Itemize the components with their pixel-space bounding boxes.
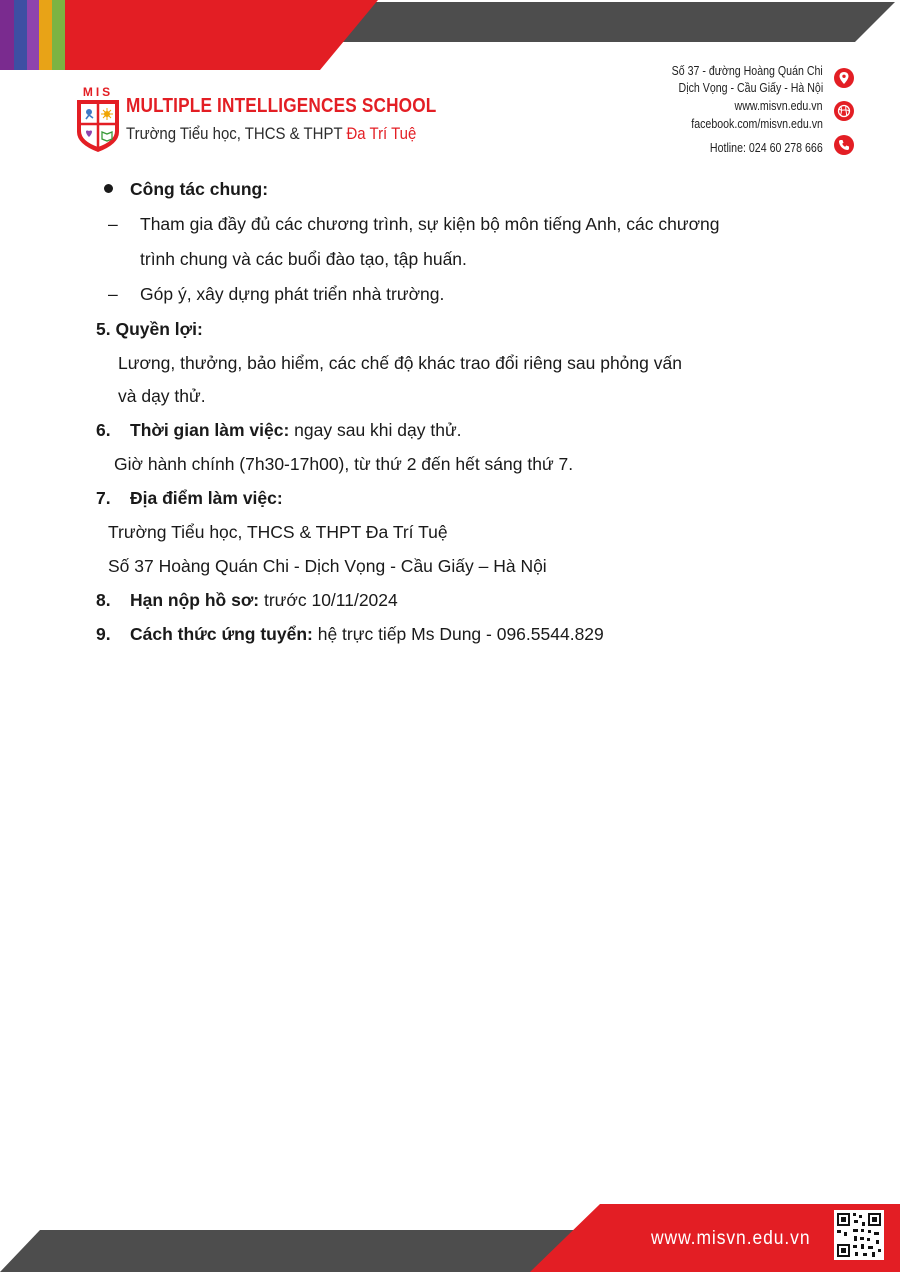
section-6-value: ngay sau khi dạy thử. (289, 420, 462, 440)
section-9-number: 9. (96, 624, 111, 644)
school-subtitle-highlight: Đa Trí Tuệ (346, 124, 417, 143)
general-item2: Góp ý, xây dựng phát triển nhà trường. (140, 284, 445, 304)
phone-icon (834, 135, 854, 155)
section-8-value: trước 10/11/2024 (259, 590, 398, 610)
section-8-label: Hạn nộp hồ sơ: (130, 590, 260, 610)
general-heading: Công tác chung: (130, 179, 269, 199)
section-8-text (130, 589, 398, 611)
contact-facebook: facebook.com/misvn.edu.vn (691, 117, 823, 131)
general-item1-line1: Tham gia đầy đủ các chương trình, sự kiện bộ môn tiếng Anh, các chương (140, 214, 720, 234)
contact-hotline: Hotline: 024 60 278 666 (710, 141, 823, 155)
dash-marker: – (108, 284, 118, 304)
svg-text:MIS: MIS (82, 85, 114, 99)
section-7-number: 7. (96, 488, 111, 508)
section-5-heading: 5. Quyền lợi: (96, 319, 203, 339)
contact-website: www.misvn.edu.vn (735, 99, 823, 113)
section-7-line1: Trường Tiểu học, THCS & THPT Đa Trí Tuệ (108, 522, 448, 542)
section-9-text (130, 623, 604, 645)
contact-address-line2: Dịch Vọng - Cầu Giấy - Hà Nội (678, 81, 823, 95)
school-subtitle (126, 124, 416, 144)
bullet-point (104, 184, 113, 193)
section-5-line1: Lương, thưởng, bảo hiểm, các chế độ khác trao đổi riêng sau phỏng vấn (118, 353, 682, 373)
dash-marker: – (108, 214, 118, 234)
section-9-value: hệ trực tiếp Ms Dung - 096.5544.829 (312, 624, 604, 644)
globe-icon (834, 101, 854, 121)
section-6-line2: Giờ hành chính (7h30-17h00), từ thứ 2 đến hết sáng thứ 7. (114, 454, 574, 474)
location-pin-icon (834, 68, 854, 88)
school-subtitle-main: Trường Tiểu học, THCS & THPT (126, 124, 347, 143)
section-7-label: Địa điểm làm việc: (130, 488, 283, 508)
school-name: MULTIPLE INTELLIGENCES SCHOOL (126, 95, 437, 117)
section-9-label: Cách thức ứng tuyển: (130, 624, 313, 644)
section-6-text (130, 419, 462, 441)
footer-website: www.misvn.edu.vn (651, 1228, 811, 1249)
contact-address-line1: Số 37 - đường Hoàng Quán Chi (671, 64, 823, 78)
section-6-number: 6. (96, 420, 111, 440)
section-8-number: 8. (96, 590, 111, 610)
section-7-line2: Số 37 Hoàng Quán Chi - Dịch Vọng - Cầu Giấy – Hà Nội (108, 556, 547, 576)
school-logo-icon (74, 84, 122, 156)
qr-code-icon (834, 1210, 884, 1260)
general-item1-line2: trình chung và các buổi đào tạo, tập huấn. (140, 249, 467, 269)
header-decoration-band (0, 0, 900, 70)
section-5-line2: và dạy thử. (118, 386, 206, 406)
section-6-label: Thời gian làm việc: (130, 420, 290, 440)
